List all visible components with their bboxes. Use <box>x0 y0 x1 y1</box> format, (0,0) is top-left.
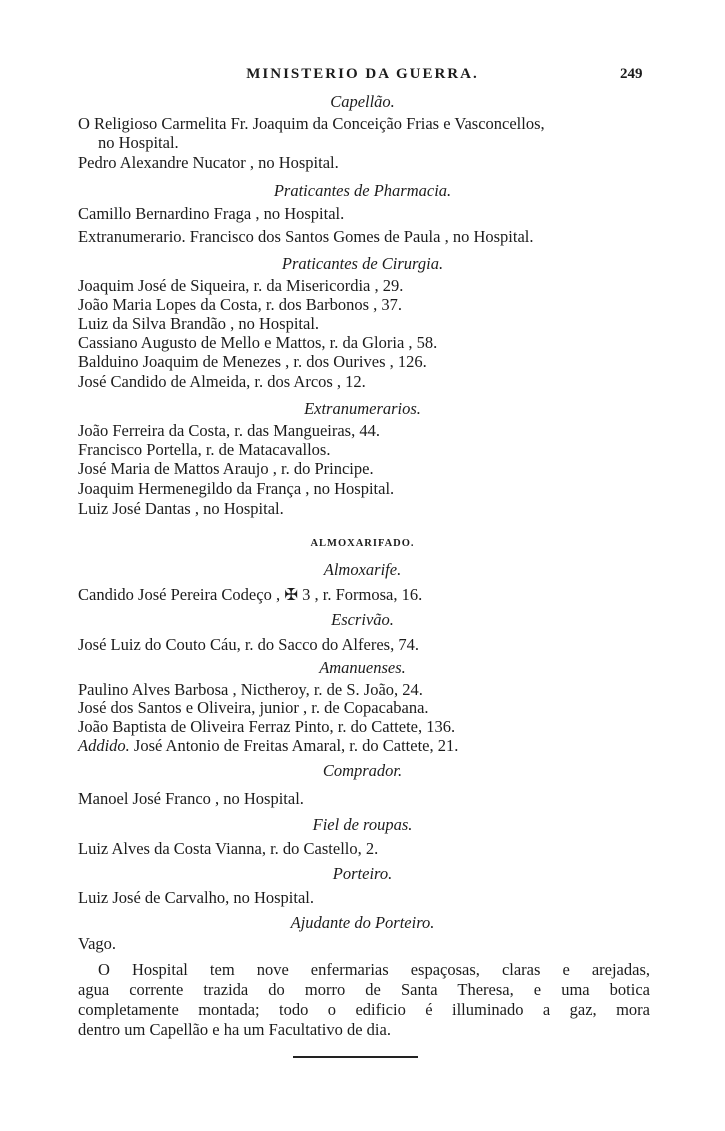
entry-line: José dos Santos e Oliveira, junior , r. de Copacabana. <box>78 698 429 717</box>
entry-line: Francisco Portella, r. de Matacavallos. <box>78 440 331 459</box>
addido-text: José Antonio de Freitas Amaral, r. do Cattete, 21. <box>129 736 459 755</box>
heading-fiel: Fiel de roupas. <box>312 815 413 834</box>
entry-line: Luiz da Silva Brandão , no Hospital. <box>78 314 320 333</box>
heading-amanuenses: Amanuenses. <box>319 658 406 677</box>
heading-porteiro: Porteiro. <box>332 864 393 883</box>
heading-capellao: Capellão. <box>330 92 395 111</box>
entry-line: Pedro Alexandre Nucator , no Hospital. <box>78 153 339 172</box>
running-header: MINISTERIO DA GUERRA. <box>246 66 479 82</box>
end-rule <box>293 1056 418 1058</box>
entry-line: José Luiz do Couto Cáu, r. do Sacco do Alferes, 74. <box>78 635 419 654</box>
entry-line-addido <box>78 736 458 756</box>
paragraph-line: O Hospital tem nove enfermarias espaçosas, claras e arejadas, <box>98 960 650 979</box>
paragraph-line: agua corrente trazida do morro de Santa Theresa, e uma botica <box>78 980 650 999</box>
paragraph-line: dentro um Capellão e ha um Facultativo de dia. <box>78 1020 391 1039</box>
entry-line: João Ferreira da Costa, r. das Mangueiras, 44. <box>78 421 380 440</box>
entry-line: Cassiano Augusto de Mello e Mattos, r. da Gloria , 58. <box>78 333 438 352</box>
heading-pharmacia: Praticantes de Pharmacia. <box>273 181 452 200</box>
entry-line: Luiz José de Carvalho, no Hospital. <box>78 888 314 907</box>
entry-line: Luiz Alves da Costa Vianna, r. do Castello, 2. <box>78 839 379 858</box>
entry-line: Balduino Joaquim de Menezes , r. dos Ourives , 126. <box>78 352 427 371</box>
entry-line: Candido José Pereira Codeço , ✠ 3 , r. Formosa, 16. <box>78 585 423 604</box>
heading-ajudante: Ajudante do Porteiro. <box>290 913 435 932</box>
entry-line: Luiz José Dantas , no Hospital. <box>78 499 284 518</box>
paragraph-line: completamente montada; todo o edificio é illuminado a gaz, mora <box>78 1000 650 1019</box>
entry-line: José Maria de Mattos Araujo , r. do Principe. <box>78 459 374 478</box>
entry-line: João Baptista de Oliveira Ferraz Pinto, r. do Cattete, 136. <box>78 717 456 736</box>
entry-line: no Hospital. <box>98 133 179 152</box>
entry-line: Joaquim Hermenegildo da França , no Hospital. <box>78 479 395 498</box>
entry-line: Manoel José Franco , no Hospital. <box>78 789 304 808</box>
heading-comprador: Comprador. <box>322 761 403 780</box>
entry-line: O Religioso Carmelita Fr. Joaquim da Conceição Frias e Vasconcellos, <box>78 114 545 133</box>
entry-line: Joaquim José de Siqueira, r. da Misericordia , 29. <box>78 276 404 295</box>
entry-line: Extranumerario. Francisco dos Santos Gomes de Paula , no Hospital. <box>78 227 534 246</box>
page-number: 249 <box>620 66 643 82</box>
entry-line: Camillo Bernardino Fraga , no Hospital. <box>78 204 345 223</box>
section-almoxarifado: ALMOXARIFADO. <box>310 538 415 549</box>
heading-almoxarife: Almoxarife. <box>323 560 402 579</box>
entry-line: Paulino Alves Barbosa , Nictheroy, r. de S. João, 24. <box>78 680 423 699</box>
entry-line: Vago. <box>78 934 117 953</box>
heading-cirurgia: Praticantes de Cirurgia. <box>281 254 444 273</box>
entry-line: João Maria Lopes da Costa, r. dos Barbonos , 37. <box>78 295 402 314</box>
addido-label: Addido. <box>78 736 130 755</box>
heading-extranumerarios: Extranumerarios. <box>304 399 421 418</box>
entry-line: José Candido de Almeida, r. dos Arcos , 12. <box>78 372 366 391</box>
heading-escrivao: Escrivão. <box>331 610 394 629</box>
